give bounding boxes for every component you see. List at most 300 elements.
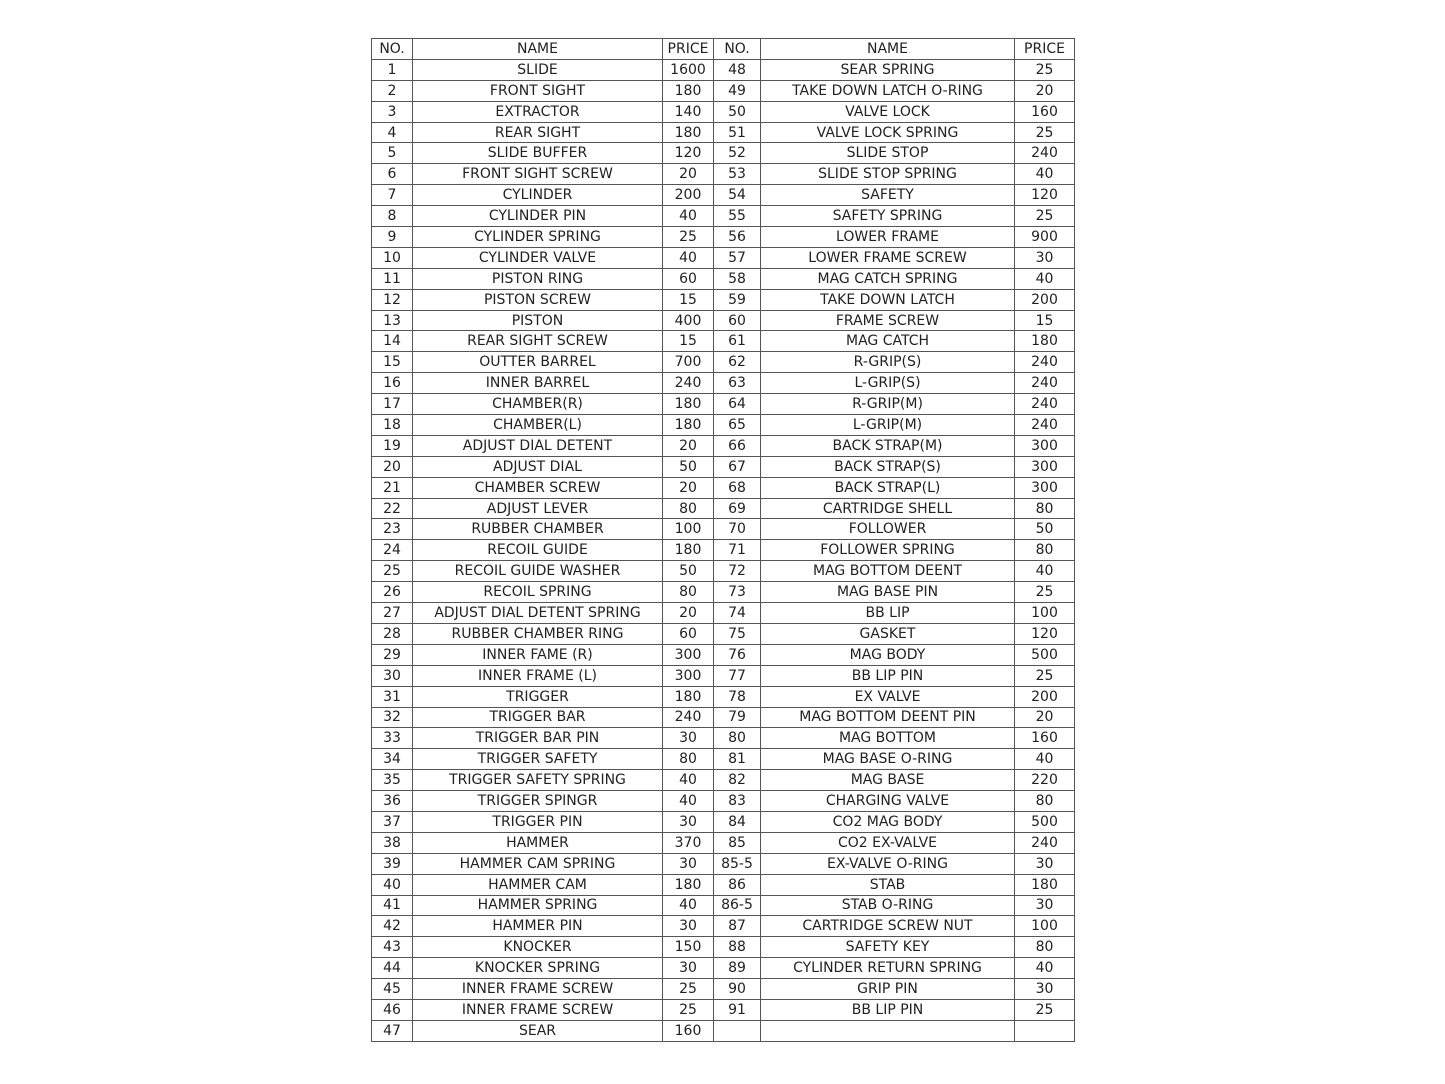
part-no-left: 40 [372, 874, 413, 895]
part-name-right: BACK STRAP(M) [761, 435, 1015, 456]
part-price-left: 180 [663, 394, 714, 415]
part-price-left: 80 [663, 749, 714, 770]
part-price-right: 500 [1015, 811, 1075, 832]
part-no-right: 76 [714, 644, 761, 665]
part-no-left: 18 [372, 415, 413, 436]
part-price-right: 80 [1015, 791, 1075, 812]
part-price-right: 25 [1015, 206, 1075, 227]
part-no-right: 90 [714, 979, 761, 1000]
part-name-right [761, 1020, 1015, 1041]
part-no-left: 38 [372, 832, 413, 853]
part-no-left: 20 [372, 456, 413, 477]
part-no-left: 39 [372, 853, 413, 874]
parts-price-table [371, 38, 1075, 1042]
part-no-left: 41 [372, 895, 413, 916]
part-name-left: REAR SIGHT SCREW [413, 331, 663, 352]
part-price-left: 25 [663, 227, 714, 248]
part-no-left: 34 [372, 749, 413, 770]
part-name-right: BACK STRAP(S) [761, 456, 1015, 477]
part-no-right: 53 [714, 164, 761, 185]
part-no-left: 6 [372, 164, 413, 185]
part-no-right: 88 [714, 937, 761, 958]
part-price-right: 80 [1015, 540, 1075, 561]
table-row [372, 728, 1075, 749]
table-row [372, 435, 1075, 456]
part-no-left: 2 [372, 80, 413, 101]
part-name-left: KNOCKER [413, 937, 663, 958]
part-price-right: 900 [1015, 227, 1075, 248]
part-no-left: 33 [372, 728, 413, 749]
part-no-right: 85 [714, 832, 761, 853]
part-price-right: 160 [1015, 728, 1075, 749]
header-name-right: NAME [761, 39, 1015, 60]
part-no-right: 67 [714, 456, 761, 477]
table-row [372, 686, 1075, 707]
part-price-left: 40 [663, 895, 714, 916]
part-name-right: CO2 EX-VALVE [761, 832, 1015, 853]
part-price-left: 180 [663, 122, 714, 143]
part-price-left: 370 [663, 832, 714, 853]
part-name-left: HAMMER [413, 832, 663, 853]
part-no-right: 63 [714, 373, 761, 394]
part-no-left: 24 [372, 540, 413, 561]
part-name-right: EX-VALVE O-RING [761, 853, 1015, 874]
part-price-left: 1600 [663, 59, 714, 80]
part-name-right: BB LIP PIN [761, 665, 1015, 686]
table-row [372, 80, 1075, 101]
part-price-left: 80 [663, 498, 714, 519]
part-name-right: BB LIP PIN [761, 999, 1015, 1020]
part-price-right: 30 [1015, 895, 1075, 916]
table-row [372, 185, 1075, 206]
table-row [372, 895, 1075, 916]
part-price-left: 30 [663, 811, 714, 832]
table-row [372, 561, 1075, 582]
table-row [372, 456, 1075, 477]
part-price-left: 400 [663, 310, 714, 331]
part-name-left: TRIGGER SAFETY SPRING [413, 770, 663, 791]
table-row [372, 268, 1075, 289]
part-name-left: PISTON [413, 310, 663, 331]
part-name-right: GASKET [761, 623, 1015, 644]
part-name-right: MAG BASE PIN [761, 582, 1015, 603]
part-name-right: FOLLOWER [761, 519, 1015, 540]
part-price-left: 20 [663, 477, 714, 498]
part-price-left: 50 [663, 456, 714, 477]
part-no-left: 29 [372, 644, 413, 665]
table-row [372, 770, 1075, 791]
part-name-right: MAG BODY [761, 644, 1015, 665]
part-price-left: 60 [663, 623, 714, 644]
part-name-left: TRIGGER BAR [413, 707, 663, 728]
table-row [372, 415, 1075, 436]
table-row [372, 227, 1075, 248]
part-no-left: 7 [372, 185, 413, 206]
part-price-right [1015, 1020, 1075, 1041]
header-no-left: NO. [372, 39, 413, 60]
part-no-right: 84 [714, 811, 761, 832]
table-row [372, 582, 1075, 603]
header-no-right: NO. [714, 39, 761, 60]
part-no-right: 64 [714, 394, 761, 415]
part-name-left: CYLINDER VALVE [413, 247, 663, 268]
part-no-right: 86 [714, 874, 761, 895]
part-name-right: STAB O-RING [761, 895, 1015, 916]
part-no-right: 82 [714, 770, 761, 791]
table-row [372, 958, 1075, 979]
table-row [372, 164, 1075, 185]
part-price-right: 300 [1015, 435, 1075, 456]
part-price-right: 30 [1015, 979, 1075, 1000]
part-price-left: 20 [663, 603, 714, 624]
part-no-left: 47 [372, 1020, 413, 1041]
table-row [372, 999, 1075, 1020]
part-price-right: 300 [1015, 477, 1075, 498]
part-name-right: CARTRIDGE SCREW NUT [761, 916, 1015, 937]
part-name-left: TRIGGER SAFETY [413, 749, 663, 770]
part-price-right: 25 [1015, 122, 1075, 143]
part-no-left: 43 [372, 937, 413, 958]
part-price-left: 200 [663, 185, 714, 206]
part-name-right: TAKE DOWN LATCH O-RING [761, 80, 1015, 101]
part-price-right: 240 [1015, 415, 1075, 436]
part-no-left: 25 [372, 561, 413, 582]
part-name-left: CHAMBER(R) [413, 394, 663, 415]
part-name-right: LOWER FRAME [761, 227, 1015, 248]
part-name-right: TAKE DOWN LATCH [761, 289, 1015, 310]
part-no-right: 71 [714, 540, 761, 561]
part-price-left: 240 [663, 707, 714, 728]
part-name-right: SAFETY SPRING [761, 206, 1015, 227]
part-no-right: 83 [714, 791, 761, 812]
part-price-right: 30 [1015, 247, 1075, 268]
table-row [372, 979, 1075, 1000]
part-name-right: SEAR SPRING [761, 59, 1015, 80]
part-no-right: 51 [714, 122, 761, 143]
part-price-right: 20 [1015, 707, 1075, 728]
part-no-right: 65 [714, 415, 761, 436]
part-price-left: 100 [663, 519, 714, 540]
part-name-right: FRAME SCREW [761, 310, 1015, 331]
part-name-right: L-GRIP(S) [761, 373, 1015, 394]
part-no-left: 21 [372, 477, 413, 498]
table-row [372, 289, 1075, 310]
table-row [372, 937, 1075, 958]
part-no-right: 80 [714, 728, 761, 749]
part-price-right: 120 [1015, 623, 1075, 644]
part-price-left: 120 [663, 143, 714, 164]
part-no-left: 17 [372, 394, 413, 415]
table-header-row [372, 39, 1075, 60]
table-row [372, 853, 1075, 874]
part-name-left: TRIGGER [413, 686, 663, 707]
table-row [372, 832, 1075, 853]
part-name-right: FOLLOWER SPRING [761, 540, 1015, 561]
part-price-right: 500 [1015, 644, 1075, 665]
part-name-left: ADJUST DIAL DETENT SPRING [413, 603, 663, 624]
table-row [372, 916, 1075, 937]
table-row [372, 352, 1075, 373]
part-price-right: 40 [1015, 164, 1075, 185]
table-row [372, 59, 1075, 80]
part-no-left: 12 [372, 289, 413, 310]
part-price-right: 240 [1015, 373, 1075, 394]
part-no-right: 62 [714, 352, 761, 373]
part-price-right: 240 [1015, 394, 1075, 415]
part-no-right: 55 [714, 206, 761, 227]
part-no-right: 54 [714, 185, 761, 206]
table-row [372, 498, 1075, 519]
part-price-right: 40 [1015, 268, 1075, 289]
part-name-left: INNER FAME (R) [413, 644, 663, 665]
part-no-right: 49 [714, 80, 761, 101]
table-row [372, 644, 1075, 665]
part-no-right: 86-5 [714, 895, 761, 916]
part-name-right: MAG CATCH SPRING [761, 268, 1015, 289]
part-name-left: KNOCKER SPRING [413, 958, 663, 979]
part-no-left: 1 [372, 59, 413, 80]
part-name-right: R-GRIP(S) [761, 352, 1015, 373]
table-row [372, 247, 1075, 268]
part-name-left: FRONT SIGHT [413, 80, 663, 101]
part-no-left: 35 [372, 770, 413, 791]
table-row [372, 206, 1075, 227]
part-price-right: 200 [1015, 686, 1075, 707]
part-name-right: STAB [761, 874, 1015, 895]
part-price-left: 180 [663, 686, 714, 707]
part-price-left: 25 [663, 999, 714, 1020]
part-name-right: SLIDE STOP [761, 143, 1015, 164]
table-row [372, 310, 1075, 331]
part-no-right: 89 [714, 958, 761, 979]
part-name-left: SLIDE [413, 59, 663, 80]
part-price-left: 30 [663, 958, 714, 979]
part-no-right: 50 [714, 101, 761, 122]
part-price-left: 180 [663, 80, 714, 101]
header-price-left: PRICE [663, 39, 714, 60]
table-row [372, 394, 1075, 415]
part-price-right: 120 [1015, 185, 1075, 206]
part-price-right: 25 [1015, 59, 1075, 80]
part-price-right: 160 [1015, 101, 1075, 122]
part-name-right: CYLINDER RETURN SPRING [761, 958, 1015, 979]
part-price-left: 240 [663, 373, 714, 394]
part-price-right: 240 [1015, 352, 1075, 373]
part-name-right: SAFETY [761, 185, 1015, 206]
part-no-right: 79 [714, 707, 761, 728]
part-name-left: ADJUST DIAL DETENT [413, 435, 663, 456]
part-price-right: 40 [1015, 958, 1075, 979]
header-price-right: PRICE [1015, 39, 1075, 60]
part-price-left: 30 [663, 916, 714, 937]
part-no-left: 26 [372, 582, 413, 603]
table-body [372, 59, 1075, 1041]
part-name-left: RECOIL GUIDE WASHER [413, 561, 663, 582]
part-name-left: HAMMER SPRING [413, 895, 663, 916]
part-price-right: 80 [1015, 498, 1075, 519]
table-row [372, 122, 1075, 143]
part-name-left: PISTON SCREW [413, 289, 663, 310]
part-price-left: 40 [663, 247, 714, 268]
part-name-right: LOWER FRAME SCREW [761, 247, 1015, 268]
part-no-left: 42 [372, 916, 413, 937]
part-price-left: 180 [663, 874, 714, 895]
part-no-right: 60 [714, 310, 761, 331]
part-no-left: 28 [372, 623, 413, 644]
part-price-left: 15 [663, 331, 714, 352]
part-price-left: 300 [663, 644, 714, 665]
part-no-right: 57 [714, 247, 761, 268]
part-name-left: RUBBER CHAMBER RING [413, 623, 663, 644]
part-no-right: 91 [714, 999, 761, 1020]
part-no-right: 78 [714, 686, 761, 707]
part-name-right: MAG BASE O-RING [761, 749, 1015, 770]
table-row [372, 707, 1075, 728]
part-no-left: 5 [372, 143, 413, 164]
part-price-left: 60 [663, 268, 714, 289]
part-price-right: 180 [1015, 874, 1075, 895]
part-name-left: HAMMER CAM [413, 874, 663, 895]
part-name-left: ADJUST LEVER [413, 498, 663, 519]
part-no-left: 36 [372, 791, 413, 812]
part-no-right: 69 [714, 498, 761, 519]
table-row [372, 373, 1075, 394]
table-row [372, 1020, 1075, 1041]
part-no-left: 11 [372, 268, 413, 289]
part-price-left: 700 [663, 352, 714, 373]
part-price-left: 40 [663, 791, 714, 812]
part-name-left: INNER FRAME SCREW [413, 979, 663, 1000]
part-no-left: 15 [372, 352, 413, 373]
part-price-right: 240 [1015, 143, 1075, 164]
part-no-left: 31 [372, 686, 413, 707]
part-name-left: RUBBER CHAMBER [413, 519, 663, 540]
part-name-left: TRIGGER SPINGR [413, 791, 663, 812]
part-price-right: 25 [1015, 999, 1075, 1020]
part-price-right: 80 [1015, 937, 1075, 958]
part-name-left: INNER FRAME SCREW [413, 999, 663, 1020]
part-no-left: 9 [372, 227, 413, 248]
part-name-left: CYLINDER SPRING [413, 227, 663, 248]
table-row [372, 603, 1075, 624]
part-name-right: EX VALVE [761, 686, 1015, 707]
part-no-right: 68 [714, 477, 761, 498]
part-name-left: TRIGGER BAR PIN [413, 728, 663, 749]
part-name-left: ADJUST DIAL [413, 456, 663, 477]
part-name-right: MAG CATCH [761, 331, 1015, 352]
part-price-left: 40 [663, 206, 714, 227]
part-name-right: VALVE LOCK SPRING [761, 122, 1015, 143]
part-price-left: 15 [663, 289, 714, 310]
part-name-left: PISTON RING [413, 268, 663, 289]
part-no-left: 3 [372, 101, 413, 122]
part-price-right: 240 [1015, 832, 1075, 853]
part-no-right: 58 [714, 268, 761, 289]
part-no-right: 75 [714, 623, 761, 644]
part-name-left: FRONT SIGHT SCREW [413, 164, 663, 185]
part-name-right: SLIDE STOP SPRING [761, 164, 1015, 185]
part-no-left: 44 [372, 958, 413, 979]
part-no-left: 30 [372, 665, 413, 686]
part-name-left: EXTRACTOR [413, 101, 663, 122]
part-no-right: 81 [714, 749, 761, 770]
part-name-left: CHAMBER SCREW [413, 477, 663, 498]
part-name-left: REAR SIGHT [413, 122, 663, 143]
part-price-left: 50 [663, 561, 714, 582]
part-no-left: 19 [372, 435, 413, 456]
part-no-right: 48 [714, 59, 761, 80]
part-no-left: 46 [372, 999, 413, 1020]
part-name-left: RECOIL SPRING [413, 582, 663, 603]
part-price-right: 180 [1015, 331, 1075, 352]
part-name-left: OUTTER BARREL [413, 352, 663, 373]
part-no-right: 72 [714, 561, 761, 582]
part-price-left: 300 [663, 665, 714, 686]
part-name-right: MAG BOTTOM [761, 728, 1015, 749]
part-name-right: VALVE LOCK [761, 101, 1015, 122]
part-no-right: 87 [714, 916, 761, 937]
table-row [372, 331, 1075, 352]
part-price-right: 25 [1015, 665, 1075, 686]
part-no-right: 52 [714, 143, 761, 164]
part-name-left: CYLINDER [413, 185, 663, 206]
table-row [372, 874, 1075, 895]
part-name-right: CHARGING VALVE [761, 791, 1015, 812]
table-row [372, 665, 1075, 686]
part-no-right: 74 [714, 603, 761, 624]
part-price-left: 30 [663, 853, 714, 874]
part-price-right: 40 [1015, 561, 1075, 582]
part-price-right: 30 [1015, 853, 1075, 874]
part-no-left: 16 [372, 373, 413, 394]
part-no-left: 4 [372, 122, 413, 143]
part-name-left: CYLINDER PIN [413, 206, 663, 227]
part-price-right: 20 [1015, 80, 1075, 101]
part-price-right: 15 [1015, 310, 1075, 331]
part-name-right: MAG BOTTOM DEENT [761, 561, 1015, 582]
part-name-right: L-GRIP(M) [761, 415, 1015, 436]
part-name-left: INNER FRAME (L) [413, 665, 663, 686]
part-no-right: 66 [714, 435, 761, 456]
part-name-left: CHAMBER(L) [413, 415, 663, 436]
part-price-left: 180 [663, 415, 714, 436]
part-price-right: 300 [1015, 456, 1075, 477]
table-row [372, 791, 1075, 812]
part-name-right: R-GRIP(M) [761, 394, 1015, 415]
part-price-left: 140 [663, 101, 714, 122]
part-no-left: 14 [372, 331, 413, 352]
part-name-left: INNER BARREL [413, 373, 663, 394]
part-name-left: SEAR [413, 1020, 663, 1041]
part-no-left: 45 [372, 979, 413, 1000]
table-row [372, 477, 1075, 498]
part-no-right [714, 1020, 761, 1041]
part-name-right: GRIP PIN [761, 979, 1015, 1000]
header-name-left: NAME [413, 39, 663, 60]
part-price-right: 40 [1015, 749, 1075, 770]
part-price-left: 25 [663, 979, 714, 1000]
part-price-right: 25 [1015, 582, 1075, 603]
part-price-left: 30 [663, 728, 714, 749]
part-name-left: RECOIL GUIDE [413, 540, 663, 561]
part-price-left: 20 [663, 435, 714, 456]
table-row [372, 101, 1075, 122]
part-no-left: 13 [372, 310, 413, 331]
table-row [372, 623, 1075, 644]
part-price-right: 220 [1015, 770, 1075, 791]
part-no-right: 61 [714, 331, 761, 352]
part-price-left: 20 [663, 164, 714, 185]
